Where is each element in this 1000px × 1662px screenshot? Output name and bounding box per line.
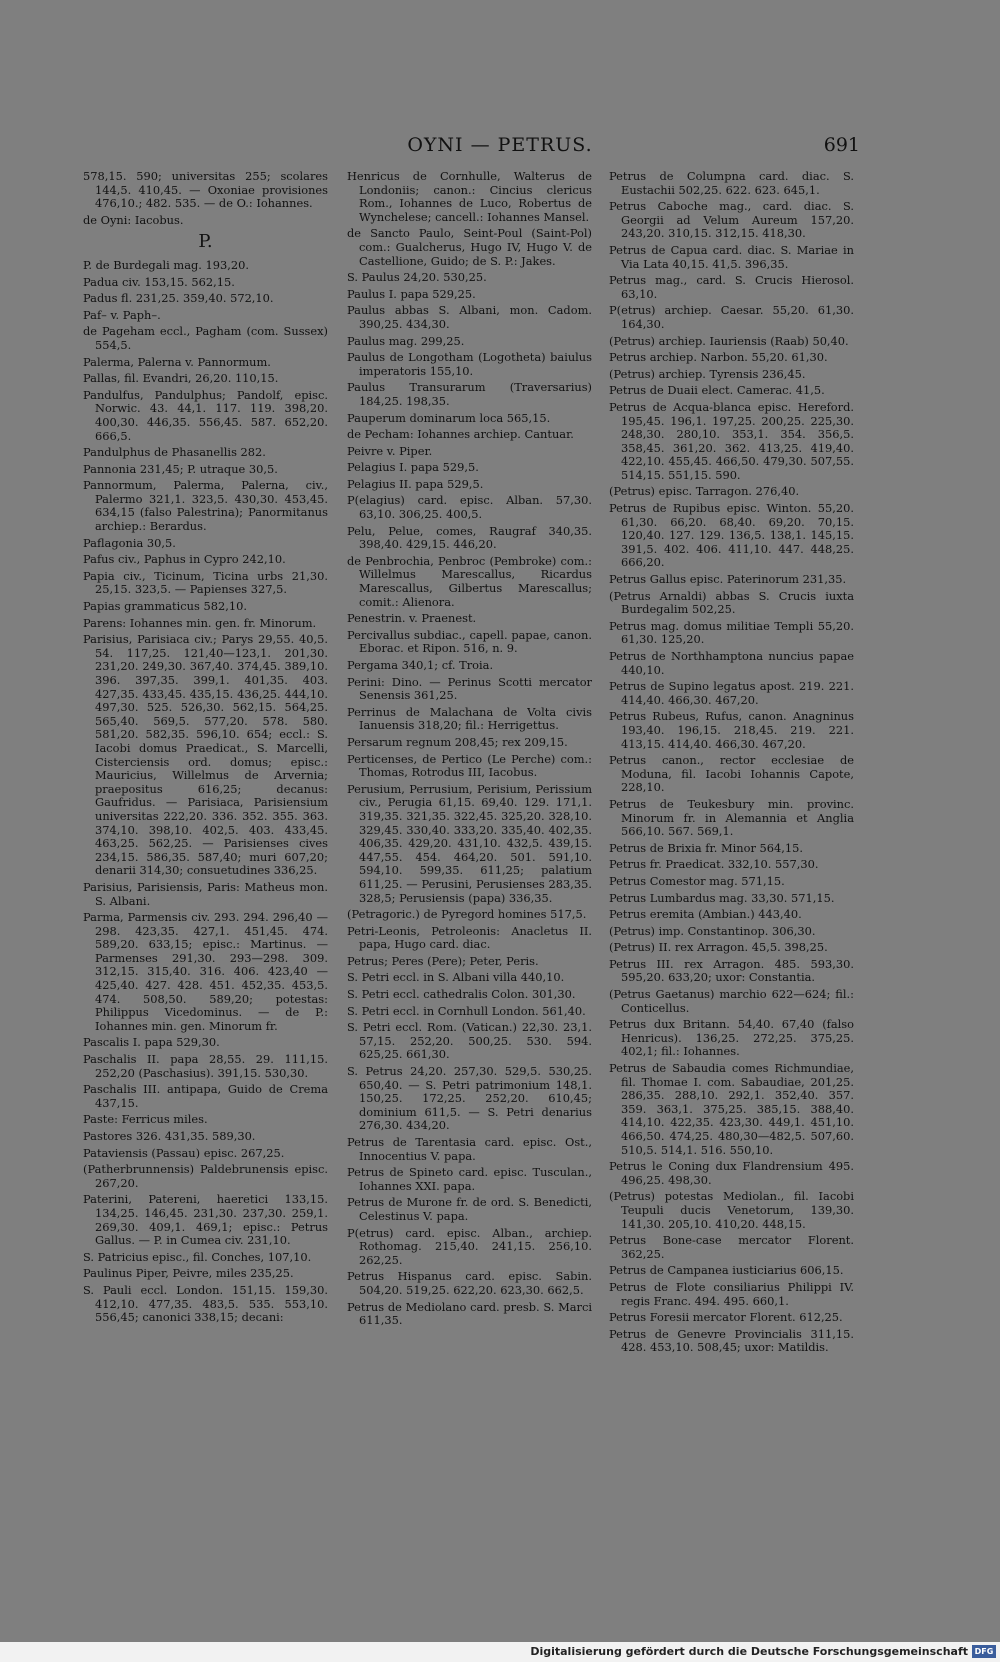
index-entry: Padua civ. 153,15. 562,15.	[83, 274, 235, 289]
index-entry: Petrus de Murone fr. de ord. S. Benedicti, Celestinus V. papa.	[347, 1195, 592, 1223]
index-entry: S. Paulus 24,20. 530,25.	[347, 270, 487, 285]
index-entry: 578,15. 590; universitas 255; scolares 144,5. 410,45. — Oxoniae provisiones 476,10.; 482. 535. — de O.: Iohannes.	[83, 169, 328, 211]
index-entry: P. de Burdegali mag. 193,20.	[83, 257, 250, 272]
index-entry: Petrus de Flote consiliarius Philippi IV. regis Franc. 494. 495. 660,1.	[609, 1279, 854, 1308]
index-entry: S. Petri eccl. in S. Albani villa 440,10.	[347, 970, 565, 985]
index-entry: Petrus fr. Praedicat. 332,10. 557,30.	[609, 857, 819, 872]
index-entry: Petrus de Rupibus episc. Winton. 55,20. 61,30. 66,20. 68,40. 69,20. 70,15. 120,40. 127. 129. 136,5. 138,1. 145,15. 391,5. 402. 406. 411,10. 447. 448,25. 666,20.	[609, 501, 854, 570]
index-entry: de Sancto Paulo, Seint-Poul (Saint-Pol) com.: Gualcherus, Hugo IV, Hugo V. de Castellione, Guido; de S. P.: Jakes.	[347, 226, 592, 268]
index-entry: S. Petrus 24,20. 257,30. 529,5. 530,25. 650,40. — S. Petri patrimonium 148,1. 150,25. 172,25. 252,20. 610,45; dominium 611,5. — S. Petri denarius 276,30. 434,20.	[347, 1064, 592, 1133]
index-entry: Petrus Rubeus, Rufus, canon. Anagninus 193,40. 196,15. 218,45. 219. 221. 413,15. 414,40. 466,30. 467,20.	[609, 709, 854, 751]
index-entry: (Petrus) archiep. Tyrensis 236,45.	[609, 366, 806, 381]
index-entry: Petrus dux Britann. 54,40. 67,40 (falso Henricus). 136,25. 272,25. 375,25. 402,1; fil.: Iohannes.	[609, 1017, 854, 1059]
index-entry: Petrus Hispanus card. episc. Sabin. 504,20. 519,25. 622,20. 623,30. 662,5.	[347, 1269, 592, 1297]
index-entry: Petrus eremita (Ambian.) 443,40.	[609, 907, 802, 922]
index-entry: Petrus de Mediolano card. presb. S. Marci 611,35.	[347, 1299, 592, 1328]
index-entry: Parisius, Parisiaca civ.; Parys 29,55. 40,5. 54. 117,25. 121,40—123,1. 201,30. 231,20. 249,30. 367,40. 374,45. 389,10. 396. 397,35. 399,1. 401,35. 403. 427,35. 433,45. 435,15. 436,25. 444,10. 497,30. 525. 526,30. 562,15. 564,25. 565,40. 569,5. 577,20. 578. 580. 581,20. 582,35. 596,10. 654; eccl.: S. Iacobi domus Praedicat., S. Marcelli, Cisterciensis ord. domus; episc.: Mauricius, Willelmus de Arvernia; praepositus 616,25; decanus: Gaufridus. — Parisiaca, Parisiensium universitas 222,20. 336. 352. 355. 363. 374,10. 398,10. 402,5. 403. 433,45. 463,25. 562,25. — Parisienses cives 234,15. 586,35. 587,40; muri 607,20; denarii 314,30; consuetudines 336,25.	[83, 632, 328, 878]
index-entry: de Pageham eccl., Pagham (com. Sussex) 554,5.	[83, 324, 328, 352]
index-entry: Petrus mag., card. S. Crucis Hierosol. 63,10.	[609, 273, 854, 301]
index-entry: Perini: Dino. — Perinus Scotti mercator Senensis 361,25.	[347, 674, 592, 703]
index-entry: (Petrus) episc. Tarragon. 276,40.	[609, 484, 800, 499]
letter-heading: P.	[198, 231, 213, 253]
index-entry: Petrus de Duaii elect. Camerac. 41,5.	[609, 383, 825, 398]
index-entry: Paulus Transurarum (Traversarius) 184,25. 198,35.	[347, 380, 592, 408]
index-entry: Petrus III. rex Arragon. 485. 593,30. 595,20. 633,20; uxor: Constantia.	[609, 956, 854, 985]
index-entry: Pannonia 231,45; P. utraque 30,5.	[83, 461, 278, 476]
index-entry: Parisius, Parisiensis, Paris: Matheus mon. S. Albani.	[83, 879, 328, 908]
index-entry: Paschalis III. antipapa, Guido de Crema 437,15.	[83, 1082, 328, 1110]
index-entry: Pannormum, Palerma, Palerna, civ., Palermo 321,1. 323,5. 430,30. 453,45. 634,15 (falso Palestrina); Panormitanus archiep.: Berardus.	[83, 478, 328, 534]
index-entry: de Oyni: Iacobus.	[83, 212, 184, 227]
dfg-logo: DFG	[972, 1645, 996, 1658]
index-entry: Paf– v. Paph–.	[83, 307, 161, 322]
index-entry: de Penbrochia, Penbroc (Pembroke) com.: Willelmus Marescallus, Ricardus Marescallus, Gilbertus Marescallus; comit.: Alienora.	[347, 553, 592, 609]
index-entry: Paulinus Piper, Peivre, miles 235,25.	[83, 1266, 294, 1281]
index-entry: Paflagonia 30,5.	[83, 535, 176, 550]
index-entry: S. Pauli eccl. London. 151,15. 159,30. 412,10. 477,35. 483,5. 535. 553,10. 556,45; canonici 338,15; decani:	[83, 1282, 328, 1325]
index-entry: Paste: Ferricus miles.	[83, 1112, 208, 1127]
index-entry: Henricus de Cornhulle, Walterus de Londoniis; canon.: Cincius clericus Rom., Iohannes de Luco, Robertus de Wynchelese; cancell.: Iohannes Mansel.	[347, 169, 592, 224]
index-entry: (Petrus) potestas Mediolan., fil. Iacobi Teupuli ducis Venetorum, 139,30. 141,30. 205,10. 410,20. 448,15.	[609, 1189, 854, 1231]
index-entry: Paulus de Longotham (Logotheta) baiulus imperatoris 155,10.	[347, 350, 592, 378]
index-entry: Petrus de Capua card. diac. S. Mariae in Via Lata 40,15. 41,5. 396,35.	[609, 242, 854, 271]
index-entry: Petrus de Tarentasia card. episc. Ost., Innocentius V. papa.	[347, 1135, 592, 1163]
index-entry: Petrus de Northhamptona nuncius papae 440,10.	[609, 649, 854, 677]
index-entry: Petrus de Sabaudia comes Richmundiae, fil. Thomae I. com. Sabaudiae, 201,25. 286,35. 288,10. 292,1. 352,40. 357. 359. 363,1. 375,25. 385,15. 388,40. 414,10. 422,35. 423,30. 449,1. 451,10. 466,50. 474,25. 480,30—482,5. 507,60. 510,5. 514,1. 516. 550,10.	[609, 1061, 854, 1157]
index-entry: Pallas, fil. Evandri, 26,20. 110,15.	[83, 371, 279, 386]
index-entry: Petrus de Brixia fr. Minor 564,15.	[609, 840, 804, 855]
page-header	[0, 132, 1000, 162]
index-entry: Perrinus de Malachana de Volta civis Ianuensis 318,20; fil.: Herrigettus.	[347, 704, 592, 733]
index-column-3	[609, 170, 854, 1358]
index-entry: Papia civ., Ticinum, Ticina urbs 21,30. 25,15. 323,5. — Papienses 327,5.	[83, 568, 328, 597]
index-entry: Petri-Leonis, Petroleonis: Anacletus II. papa, Hugo card. diac.	[347, 923, 592, 952]
index-entry: Percivallus subdiac., capell. papae, canon. Eborac. et Ripon. 516, n. 9.	[347, 627, 592, 656]
page-number: 691	[823, 134, 860, 156]
index-entry: Petrus Lumbardus mag. 33,30. 571,15.	[609, 890, 835, 905]
index-entry: Paulus I. papa 529,25.	[347, 286, 476, 301]
index-column-2	[347, 170, 592, 1331]
index-entry: Petrus de Columpna card. diac. S. Eustachii 502,25. 622. 623. 645,1.	[609, 169, 854, 197]
footer-bar	[0, 1642, 1000, 1662]
index-entry: Pergama 340,1; cf. Troia.	[347, 658, 494, 672]
index-entry: S. Petri eccl. Rom. (Vatican.) 22,30. 23,1. 57,15. 252,20. 500,25. 530. 594. 625,25. 661,30.	[347, 1020, 592, 1062]
index-entry: Peivre v. Piper.	[347, 443, 433, 458]
index-entry: Petrus de Campanea iusticiarius 606,15.	[609, 1263, 844, 1278]
index-entry: Petrus le Coning dux Flandrensium 495. 496,25. 498,30.	[609, 1159, 854, 1187]
index-entry: Pelu, Pelue, comes, Raugraf 340,35. 398,40. 429,15. 446,20.	[347, 523, 592, 552]
index-entry: Padus fl. 231,25. 359,40. 572,10.	[83, 291, 274, 306]
index-entry: Petrus de Genevre Provincialis 311,15. 428. 453,10. 508,45; uxor: Matildis.	[609, 1326, 854, 1355]
index-entry: Penestrin. v. Praenest.	[347, 611, 477, 626]
index-entry: Pafus civ., Paphus in Cypro 242,10.	[83, 552, 286, 567]
index-entry: Petrus Comestor mag. 571,15.	[609, 873, 785, 888]
index-entry: Pandulfus, Pandulphus; Pandolf, episc. Norwic. 43. 44,1. 117. 119. 398,20. 400,30. 446,35. 556,45. 587. 652,20. 666,5.	[83, 387, 328, 443]
index-entry: P(etrus) card. episc. Alban., archiep. Rothomag. 215,40. 241,15. 256,10. 262,25.	[347, 1225, 592, 1267]
index-entry: P(elagius) card. episc. Alban. 57,30. 63,10. 306,25. 400,5.	[347, 493, 592, 522]
footer-credit: Digitalisierung gefördert durch die Deutsche Forschungsgemeinschaft	[530, 1645, 968, 1658]
index-entry: Pelagius I. papa 529,5.	[347, 460, 479, 475]
index-entry: de Pecham: Iohannes archiep. Cantuar.	[347, 427, 574, 442]
index-entry: Petrus archiep. Narbon. 55,20. 61,30.	[609, 350, 828, 365]
index-entry: Petrus Foresii mercator Florent. 612,25.	[609, 1310, 843, 1325]
index-entry: Paterini, Patereni, haeretici 133,15. 134,25. 146,45. 231,30. 237,30. 259,1. 269,30. 409,1. 469,1; episc.: Petrus Gallus. — P. in Cumea civ. 231,10.	[83, 1192, 328, 1248]
index-entry: S. Patricius episc., fil. Conches, 107,10.	[83, 1249, 312, 1264]
page-title: OYNI — PETRUS.	[407, 134, 593, 156]
index-entry: (Petrus) II. rex Arragon. 45,5. 398,25.	[609, 940, 828, 955]
index-entry: Petrus canon., rector ecclesiae de Moduna, fil. Iacobi Iohannis Capote, 228,10.	[609, 753, 854, 795]
index-entry: Petrus de Teukesbury min. provinc. Minorum fr. in Alemannia et Anglia 566,10. 567. 569,1.	[609, 796, 854, 839]
index-entry: Papias grammaticus 582,10.	[83, 599, 247, 614]
index-entry: Perticenses, de Pertico (Le Perche) com.: Thomas, Rotrodus III, Iacobus.	[347, 751, 592, 780]
index-entry: Petrus Bone-case mercator Florent. 362,25.	[609, 1233, 854, 1261]
index-entry: Palerma, Palerna v. Pannormum.	[83, 354, 271, 369]
index-entry: (Petrus) archiep. Iauriensis (Raab) 50,40.	[609, 333, 849, 348]
index-entry: (Petrus) imp. Constantinop. 306,30.	[609, 923, 816, 938]
index-entry: (Patherbrunnensis) Paldebrunensis episc. 267,20.	[83, 1162, 328, 1190]
index-entry: Paulus mag. 299,25.	[347, 333, 465, 348]
index-column-1	[83, 170, 328, 1328]
index-entry: Petrus mag. domus militiae Templi 55,20. 61,30. 125,20.	[609, 618, 854, 647]
index-entry: Pelagius II. papa 529,5.	[347, 476, 484, 491]
index-entry: Paschalis II. papa 28,55. 29. 111,15. 252,20 (Paschasius). 391,15. 530,30.	[83, 1052, 328, 1080]
index-entry: (Petrus Arnaldi) abbas S. Crucis iuxta Burdegalim 502,25.	[609, 588, 854, 617]
index-entry: Perusium, Perrusium, Perisium, Perissium civ., Perugia 61,15. 69,40. 129. 171,1. 319,35. 321,35. 322,45. 325,20. 328,10. 329,45. 330,40. 333,20. 335,40. 402,35. 406,35. 429,20. 431,10. 432,5. 439,15. 447,55. 454. 464,20. 501. 591,10. 594,10. 599,35. 611,25; palatium 611,25. — Perusini, Perusienses 283,35. 328,5; Perusiensis (papa) 336,35.	[347, 781, 592, 905]
index-entry: Pataviensis (Passau) episc. 267,25.	[83, 1145, 285, 1160]
index-entry: Petrus Gallus episc. Paterinorum 231,35.	[609, 572, 847, 587]
index-entry: Persarum regnum 208,45; rex 209,15.	[347, 734, 568, 749]
index-entry: Petrus; Peres (Pere); Peter, Peris.	[347, 953, 539, 968]
index-entry: Parma, Parmensis civ. 293. 294. 296,40 — 298. 423,35. 427,1. 451,45. 474. 589,20. 633,15; episc.: Martinus. — Parmenses 291,30. 293—298. 309. 312,15. 315,40. 316. 406. 423,40 — 425,40. 427. 428. 451. 452,35. 453,5. 474. 508,50. 589,20; potestas: Philippus Vicedominus. — de P.: Iohannes min. gen. Minorum fr.	[83, 910, 328, 1033]
index-entry: (Petragoric.) de Pyregord homines 517,5.	[347, 907, 587, 922]
index-entry: Pauperum dominarum loca 565,15.	[347, 410, 551, 425]
index-entry: Pascalis I. papa 529,30.	[83, 1035, 220, 1050]
index-entry: Parens: Iohannes min. gen. fr. Minorum.	[83, 615, 317, 630]
index-entry: Paulus abbas S. Albani, mon. Cadom. 390,25. 434,30.	[347, 303, 592, 331]
index-entry: P(etrus) archiep. Caesar. 55,20. 61,30. 164,30.	[609, 303, 854, 331]
index-entry: (Petrus Gaetanus) marchio 622—624; fil.: Conticellus.	[609, 987, 854, 1015]
index-entry: Petrus de Spineto card. episc. Tusculan., Iohannes XXI. papa.	[347, 1165, 592, 1193]
index-entry: Pastores 326. 431,35. 589,30.	[83, 1129, 256, 1143]
index-entry: Petrus de Supino legatus apost. 219. 221. 414,40. 466,30. 467,20.	[609, 679, 854, 707]
index-entry: S. Petri eccl. cathedralis Colon. 301,30.	[347, 987, 576, 1002]
index-entry: S. Petri eccl. in Cornhull London. 561,40.	[347, 1003, 586, 1018]
index-entry: Petrus Caboche mag., card. diac. S. Georgii ad Velum Aureum 157,20. 243,20. 310,15. 312,15. 418,30.	[609, 199, 854, 241]
index-entry: Petrus de Acqua-blanca episc. Hereford. 195,45. 196,1. 197,25. 200,25. 225,30. 248,30. 280,10. 353,1. 354. 356,5. 358,45. 361,20. 362. 413,25. 419,40. 422,10. 455,45. 466,50. 479,30. 507,55. 514,15. 551,15. 590.	[609, 399, 854, 482]
index-entry: Pandulphus de Phasanellis 282.	[83, 445, 266, 460]
